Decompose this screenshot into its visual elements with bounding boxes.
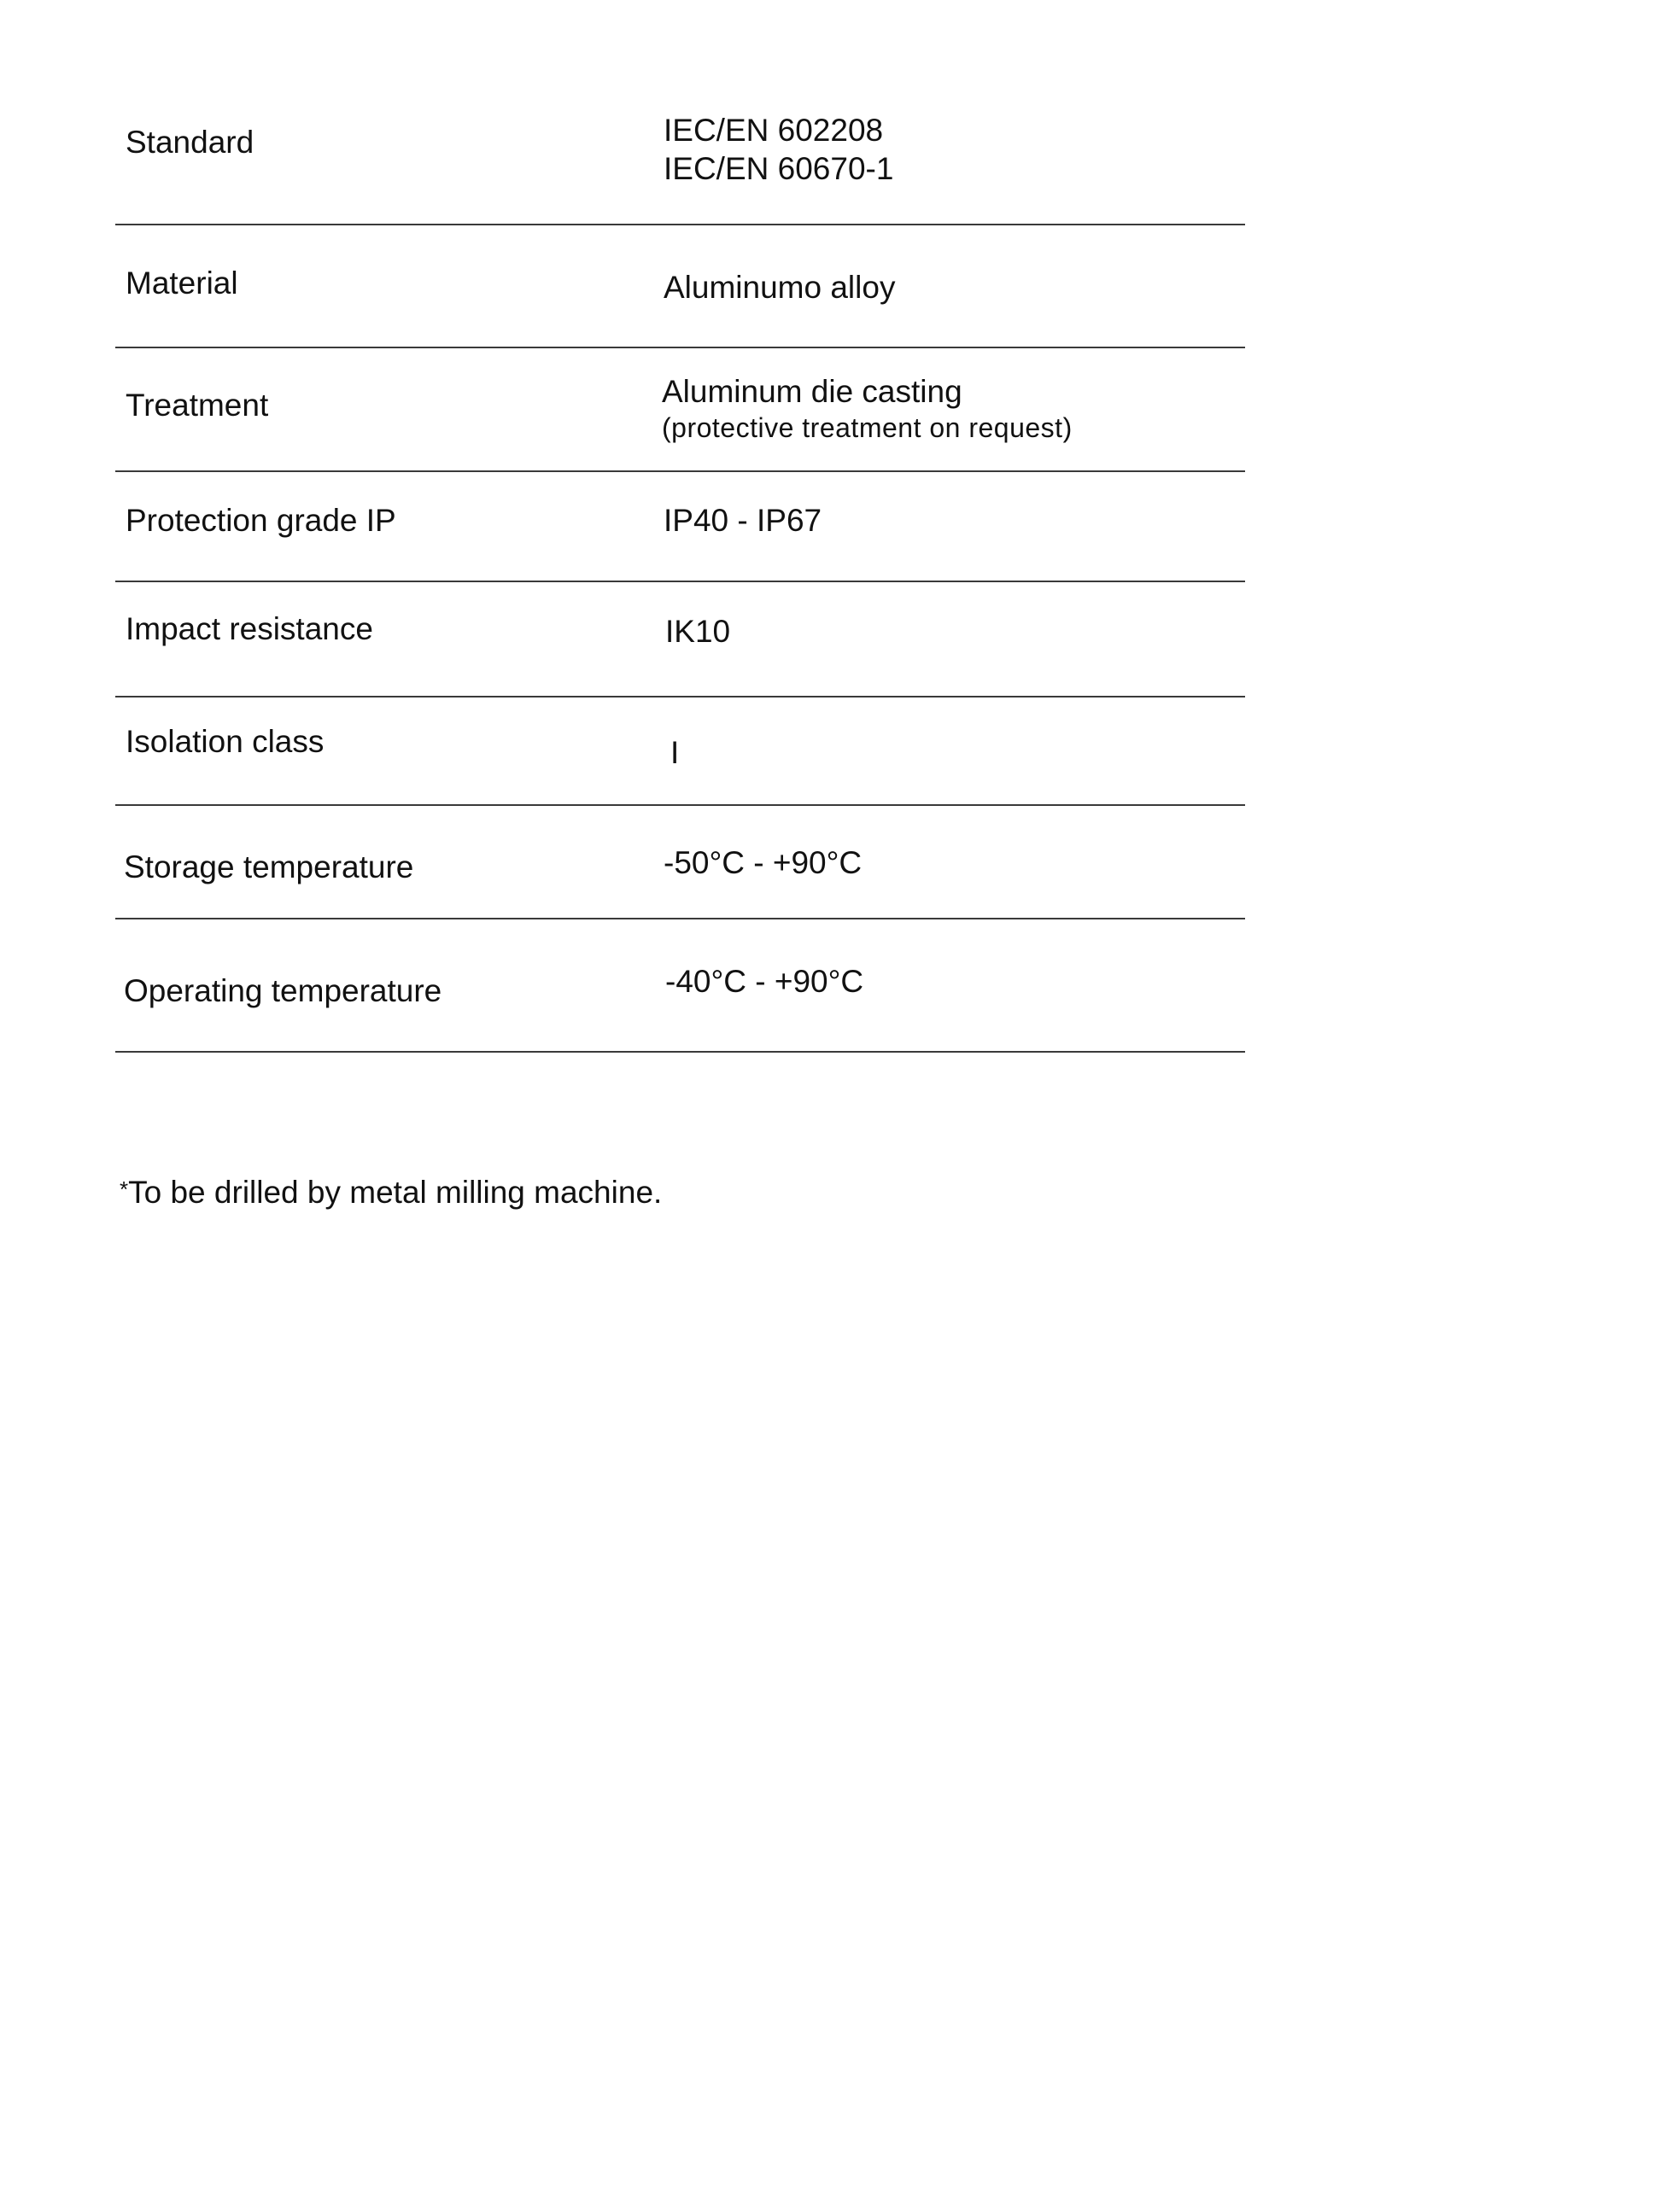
spec-row-isolation-class xyxy=(115,697,1245,806)
spec-value xyxy=(664,111,893,188)
spec-value: -40°C - +90°C xyxy=(665,964,864,999)
spec-row-treatment xyxy=(115,348,1245,472)
spec-label: Operating temperature xyxy=(124,973,442,1008)
spec-row-operating-temperature xyxy=(115,919,1245,1053)
footnote-marker: * xyxy=(120,1176,129,1202)
spec-row-standard xyxy=(115,68,1245,225)
spec-value: I xyxy=(670,735,680,770)
spec-value: -50°C - +90°C xyxy=(664,845,863,880)
footnote-text: To be drilled by metal milling machine. xyxy=(128,1175,663,1210)
spec-row-impact-resistance xyxy=(115,582,1245,697)
spec-value-line: IEC/EN 602208 xyxy=(664,113,884,148)
spec-label: Material xyxy=(126,266,238,301)
spec-label: Storage temperature xyxy=(124,849,414,884)
spec-value: IP40 - IP67 xyxy=(664,503,822,538)
spec-value-note: (protective treatment on request) xyxy=(662,412,1073,443)
spec-label: Impact resistance xyxy=(126,611,373,646)
spec-row-storage-temperature xyxy=(115,806,1245,919)
spec-row-material xyxy=(115,225,1245,348)
spec-value: IK10 xyxy=(665,614,731,649)
spec-value xyxy=(662,372,1073,445)
spec-row-protection-grade xyxy=(115,472,1245,582)
spec-value-line: Aluminum die casting xyxy=(662,374,962,409)
spec-value: Aluminumo alloy xyxy=(664,270,896,305)
spec-label: Standard xyxy=(126,125,254,160)
spec-table xyxy=(115,68,1245,1053)
spec-label: Treatment xyxy=(126,388,269,423)
footnote xyxy=(120,1174,662,1211)
spec-value-line: IEC/EN 60670-1 xyxy=(664,151,894,186)
spec-label: Isolation class xyxy=(126,724,325,759)
spec-label: Protection grade IP xyxy=(126,503,396,538)
